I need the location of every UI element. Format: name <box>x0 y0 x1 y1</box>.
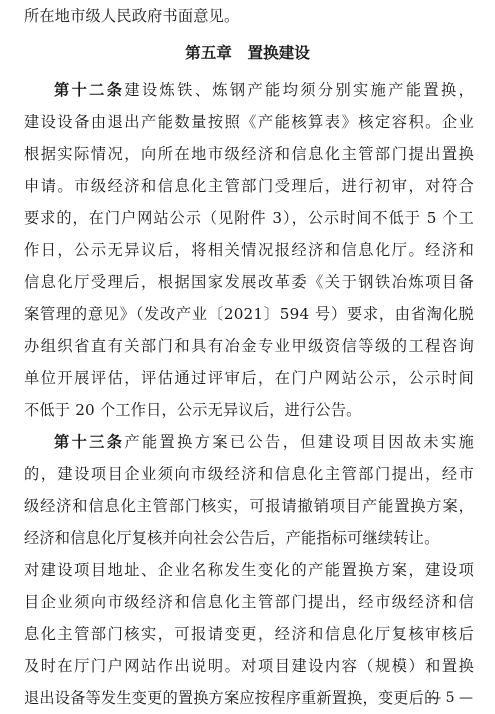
text-line: 的，建设项目企业须向市级经济和信息化主管部门提出，经市 <box>24 465 474 483</box>
article-12-label: 第十二条 <box>54 81 125 99</box>
page-number: — 5 — <box>427 690 473 706</box>
article-13-label: 第十三条 <box>54 433 125 451</box>
article-12-text: 建设炼铁、炼钢产能均须分别实施产能置换， <box>124 81 474 99</box>
article-12-first-line <box>54 78 474 102</box>
text-line: 退出设备等发生变更的置换方案应按程序重新置换，变更后的 <box>24 689 440 707</box>
text-line: 不低于 20 个工作日，公示无异议后，进行公告。 <box>24 401 362 419</box>
text-line: 办组织省直有关部门和具有冶金专业甲级资信等级的工程咨询 <box>24 337 474 355</box>
text-line: 单位开展评估，评估通过评审后，在门户网站公示，公示时间 <box>24 369 474 387</box>
text-line: 根据实际情况，向所在地市级经济和信息化主管部门提出置换 <box>24 145 474 163</box>
text-line: 经济和信息化厅复核并向社会公告后，产能指标可继续转让。 <box>24 529 440 547</box>
text-line: 及时在厅门户网站作出说明。对项目建设内容（规模）和置换 <box>24 657 474 675</box>
text-line: 申请。市级经济和信息化主管部门受理后，进行初审，对符合 <box>24 177 474 195</box>
text-line: 作日，公示无异议后，将相关情况报经济和信息化厅。经济和 <box>24 241 474 259</box>
text-line: 息化主管部门核实，可报请变更，经济和信息化厅复核审核后 <box>24 625 474 643</box>
text-line: 级经济和信息化主管部门核实，可报请撤销项目产能置换方案， <box>24 497 474 515</box>
article-13-first-line <box>54 430 474 454</box>
text-line: 目企业须向市级经济和信息化主管部门提出，经市级经济和信 <box>24 593 474 611</box>
text-line: 要求的，在门户网站公示（见附件 3），公示时间不低于 5 个工 <box>24 209 474 227</box>
text-line: 信息化厅受理后，根据国家发展改革委《关于钢铁冶炼项目备 <box>24 273 474 291</box>
article-13-text: 产能置换方案已公告，但建设项目因故未实施 <box>124 433 474 451</box>
text-line: 对建设项目地址、企业名称发生变化的产能置换方案，建设项 <box>24 561 474 579</box>
chapter-heading: 第五章 置换建设 <box>185 44 310 62</box>
text-line: 案管理的意见》（发改产业〔2021〕594 号）要求，由省淘化脱 <box>24 305 474 323</box>
text-line: 建设设备由退出产能数量按照《产能核算表》核定容积。企业 <box>24 113 474 131</box>
text-line: 所在地市级人民政府书面意见。 <box>24 7 240 25</box>
